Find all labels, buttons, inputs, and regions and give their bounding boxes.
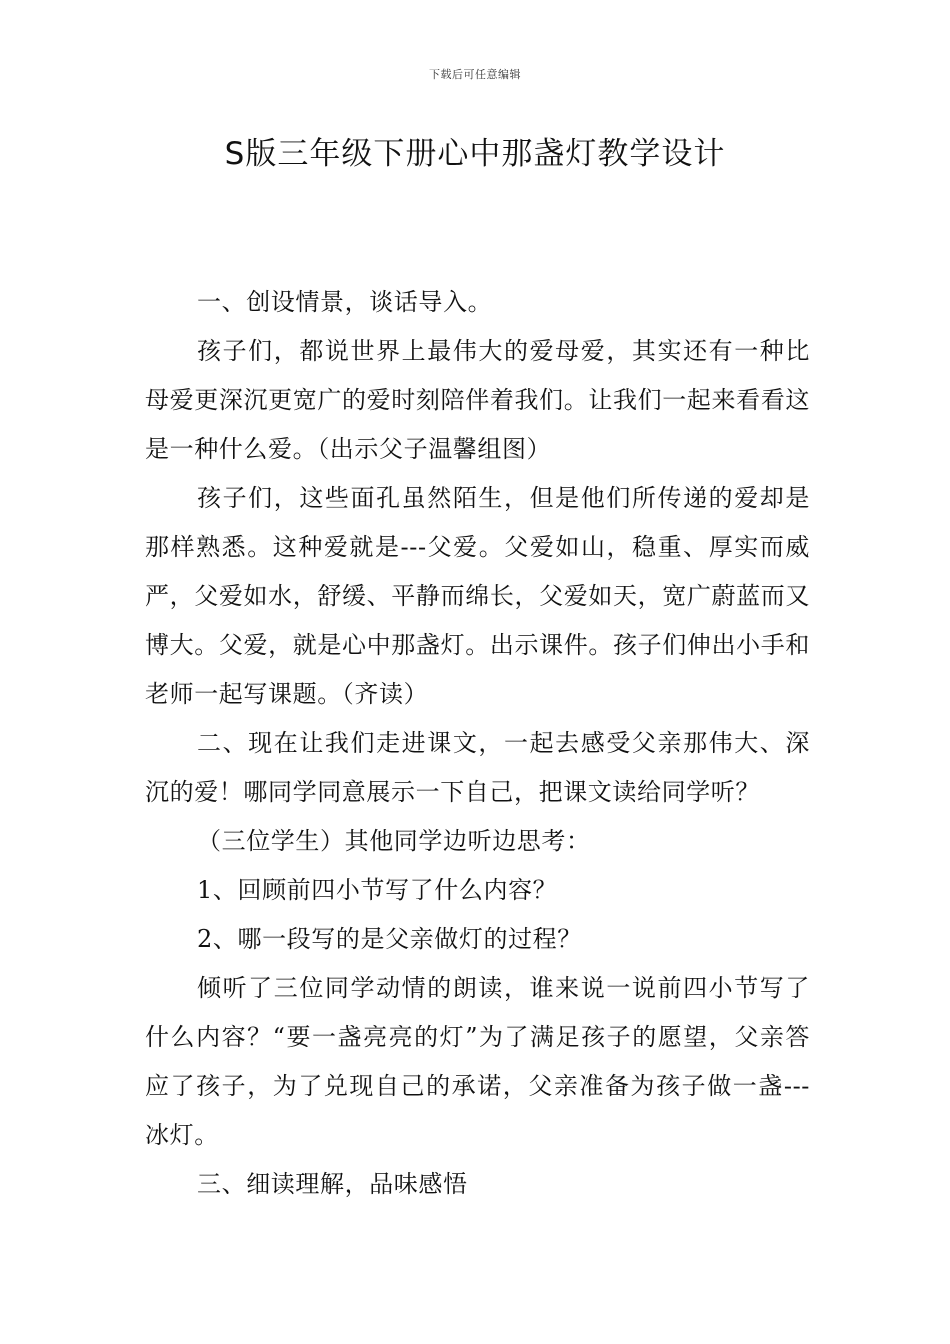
paragraph: 倾听了三位同学动情的朗读，谁来说一说前四小节写了什么内容？“要一盏亮亮的灯”为了满足孩子的愿望，父亲答应了孩子，为了兑现自己的承诺，父亲准备为孩子做一盏---冰灯。 xyxy=(145,974,810,1149)
header-note: 下载后可任意编辑 xyxy=(429,68,521,81)
section-heading-2: 二、现在让我们走进课文，一起去感受父亲那伟大、深沉的爱！哪同学同意展示一下自己，把课文读给同学听？ xyxy=(145,729,810,806)
paragraph: （三位学生）其他同学边听边思考： xyxy=(197,827,591,855)
document-body xyxy=(145,278,810,1209)
question-item-2: 2、哪一段写的是父亲做灯的过程？ xyxy=(197,925,582,953)
paragraph: 孩子们，这些面孔虽然陌生，但是他们所传递的爱却是那样熟悉。这种爱就是---父爱。父爱如山，稳重、厚实而威严，父爱如水，舒缓、平静而绵长，父爱如天，宽广蔚蓝而又博大。父爱，就是心中那盏灯。出示课件。孩子们伸出小手和老师一起写课题。（齐读） xyxy=(145,484,810,708)
section-heading-1: 一、创设情景，谈话导入。 xyxy=(197,288,493,316)
paragraph: 孩子们，都说世界上最伟大的爱母爱，其实还有一种比母爱更深沉更宽广的爱时刻陪伴着我们。让我们一起来看看这是一种什么爱。（出示父子温馨组图） xyxy=(145,337,810,463)
section-heading-3: 三、细读理解，品味感悟 xyxy=(197,1170,468,1198)
document-title: S版三年级下册心中那盏灯教学设计 xyxy=(224,136,726,172)
question-item-1: 1、回顾前四小节写了什么内容？ xyxy=(197,876,558,904)
